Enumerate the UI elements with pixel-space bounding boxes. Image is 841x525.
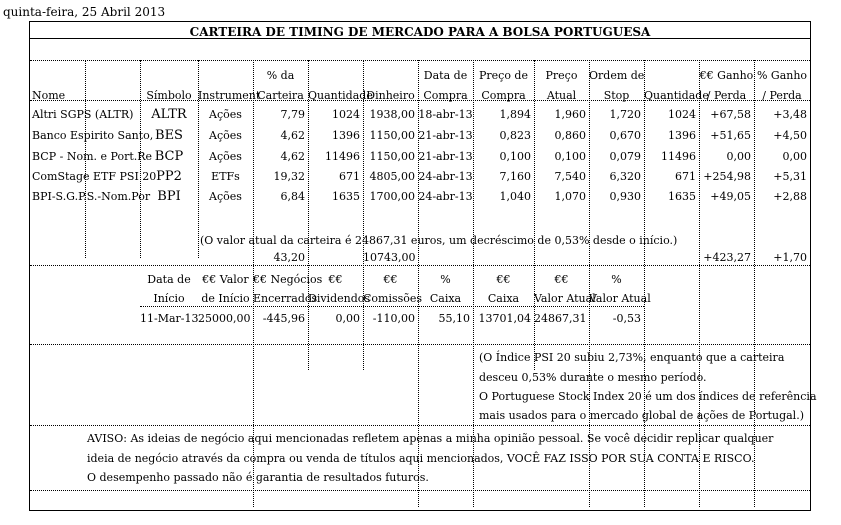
cell-quantidade-2: 11496 [661, 150, 696, 163]
cell-instrumento: Ações [209, 108, 242, 121]
cell-dinheiro: 1938,00 [369, 108, 415, 121]
header-ganho-pct-2: / Perda [762, 89, 802, 102]
summary-value-7: 13701,04 [478, 312, 531, 325]
cell-dinheiro: 4805,00 [369, 170, 415, 183]
cell-nome: BCP - Nom. e Port.Re [32, 150, 153, 163]
psi-note-line-3: O Portuguese Stock Index 20 é um dos índices de referência [479, 390, 817, 403]
cell-instrumento: Ações [209, 190, 242, 203]
summary-header-9-line-2: Valor Atual [589, 292, 651, 305]
cell-preco-atual: 0,100 [554, 150, 586, 163]
cell-preco-compra: 0,100 [499, 150, 531, 163]
cell-instrumento: Ações [209, 150, 242, 163]
summary-header-2-line-1: €€ Valor [202, 273, 249, 286]
header-instrumento: Instrument [198, 89, 261, 102]
row-divider [30, 60, 810, 61]
cell-preco-compra: 1,894 [499, 108, 531, 121]
summary-header-3-line-2: Encerrados [253, 292, 318, 305]
cell-ordem-stop: 1,720 [609, 108, 641, 121]
cell-ganho-pct: +5,31 [773, 170, 807, 183]
total-ganho-eur: +423,27 [703, 251, 751, 264]
cell-data-compra: 24-abr-13 [418, 170, 473, 183]
portfolio-value-note: (O valor atual da carteira é 24867,31 euros, um decréscimo de 0,53% desde o início.) [200, 234, 678, 247]
cell-ordem-stop: 6,320 [609, 170, 641, 183]
cell-ganho-eur: +51,65 [710, 129, 751, 142]
row-divider [30, 38, 810, 39]
cell-ganho-pct: 0,00 [782, 150, 807, 163]
header-preco-compra-1: Preço de [478, 69, 528, 82]
cell-instrumento: Ações [209, 129, 242, 142]
total-pct-carteira: 43,20 [273, 251, 305, 264]
summary-header-5-line-1: €€ [383, 273, 398, 286]
header-data-compra-2: Compra [423, 89, 468, 102]
cell-preco-compra: 7,160 [499, 170, 531, 183]
cell-quantidade: 1635 [332, 190, 360, 203]
cell-ordem-stop: 0,930 [609, 190, 641, 203]
row-divider [30, 265, 810, 266]
header-data-compra-1: Data de [423, 69, 468, 82]
summary-value-9: -0,53 [612, 312, 641, 325]
summary-value-6: 55,10 [438, 312, 470, 325]
cell-ganho-pct: +2,88 [773, 190, 807, 203]
cell-ganho-pct: +4,50 [773, 129, 807, 142]
cell-preco-atual: 7,540 [554, 170, 586, 183]
cell-data-compra: 21-abr-13 [418, 150, 473, 163]
psi-note-line-4: mais usados para o mercado global de ações de Portugal.) [479, 409, 804, 422]
cell-dinheiro: 1150,00 [369, 150, 415, 163]
cell-quantidade: 671 [339, 170, 360, 183]
cell-simbolo: PP2 [156, 169, 182, 184]
summary-value-4: 0,00 [335, 312, 360, 325]
summary-header-4-line-1: €€ [328, 273, 343, 286]
cell-nome: Banco Espirito Santo, [32, 129, 154, 142]
cell-dinheiro: 1700,00 [369, 190, 415, 203]
summary-header-7-line-1: €€ [496, 273, 511, 286]
cell-nome: Altri SGPS (ALTR) [32, 108, 134, 121]
cell-simbolo: BES [155, 128, 183, 143]
cell-quantidade-2: 1635 [668, 190, 696, 203]
summary-value-1: 11-Mar-13 [140, 312, 199, 325]
summary-header-7-line-2: Caixa [487, 292, 520, 305]
cell-data-compra: 18-abr-13 [418, 108, 473, 121]
header-preco-atual-1: Preço [545, 69, 578, 82]
cell-ganho-pct: +3,48 [773, 108, 807, 121]
cell-ganho-eur: +49,05 [710, 190, 751, 203]
summary-header-6-line-2: Caixa [429, 292, 462, 305]
total-dinheiro: 10743,00 [363, 251, 416, 264]
cell-data-compra: 21-abr-13 [418, 129, 473, 142]
sheet-title: CARTEIRA DE TIMING DE MERCADO PARA A BOLSA PORTUGUESA [189, 25, 651, 39]
cell-simbolo: ALTR [151, 107, 187, 122]
disclaimer-line-3: O desempenho passado não é garantia de resultados futuros. [87, 471, 429, 484]
header-nome: Nome [32, 89, 66, 102]
cell-pct-carteira: 6,84 [280, 190, 305, 203]
header-ganho-eur-1: €€ Ganho [699, 69, 754, 82]
psi-note-line-1: (O Índice PSI 20 subiu 2,73%, enquanto que a carteira [479, 351, 785, 364]
header-pct-carteira-2: Carteira [257, 89, 304, 102]
total-ganho-pct: +1,70 [773, 251, 807, 264]
header-pct-carteira-1: % da [266, 69, 295, 82]
header-quantidade-2: Quantidade [644, 89, 709, 102]
cell-ordem-stop: 0,670 [609, 129, 641, 142]
psi-note-line-2: desceu 0,53% durante o mesmo período. [479, 371, 707, 384]
row-divider [30, 344, 810, 345]
cell-preco-atual: 1,960 [554, 108, 586, 121]
header-ganho-pct-1: % Ganho [756, 69, 808, 82]
header-preco-atual-2: Atual [546, 89, 577, 102]
row-divider [30, 490, 810, 491]
summary-value-8: 24867,31 [534, 312, 587, 325]
summary-header-1-line-2: Início [153, 292, 185, 305]
cell-quantidade-2: 1396 [668, 129, 696, 142]
cell-ganho-eur: +67,58 [710, 108, 751, 121]
cell-quantidade-2: 671 [675, 170, 696, 183]
cell-simbolo: BPI [157, 189, 181, 204]
cell-dinheiro: 1150,00 [369, 129, 415, 142]
summary-value-5: -110,00 [372, 312, 415, 325]
summary-value-2: 25000,00 [198, 312, 251, 325]
header-ganho-eur-2: / Perda [706, 89, 747, 102]
header-dinheiro: Dinheiro [366, 89, 415, 102]
portfolio-sheet [29, 21, 817, 511]
header-ordem-stop-2: Stop [603, 89, 630, 102]
report-date: quinta-feira, 25 Abril 2013 [3, 5, 166, 19]
summary-header-8-line-2: Valor Atual [534, 292, 596, 305]
summary-header-4-line-2: Dividendos [308, 292, 371, 305]
cell-simbolo: BCP [154, 149, 184, 164]
cell-ordem-stop: 0,079 [609, 150, 641, 163]
cell-ganho-eur: 0,00 [726, 150, 751, 163]
header-simbolo: Símbolo [146, 89, 192, 102]
cell-preco-atual: 1,070 [554, 190, 586, 203]
cell-ganho-eur: +254,98 [703, 170, 751, 183]
disclaimer-line-1: AVISO: As ideias de negócio aqui mencionadas refletem apenas a minha opinião pessoal. Se você decidir replicar qualquer [87, 432, 774, 445]
summary-value-3: -445,96 [262, 312, 305, 325]
cell-pct-carteira: 4,62 [280, 150, 305, 163]
cell-pct-carteira: 19,32 [273, 170, 305, 183]
cell-preco-compra: 1,040 [499, 190, 531, 203]
summary-header-6-line-1: % [440, 273, 451, 286]
summary-header-3-line-1: €€ Negócios [253, 273, 323, 286]
cell-pct-carteira: 7,79 [280, 108, 305, 121]
cell-quantidade: 1024 [332, 108, 360, 121]
row-divider [30, 425, 810, 426]
summary-header-9-line-1: % [611, 273, 622, 286]
cell-quantidade-2: 1024 [668, 108, 696, 121]
summary-header-5-line-2: Comissões [363, 292, 423, 305]
cell-quantidade: 1396 [332, 129, 360, 142]
summary-header-8-line-1: €€ [554, 273, 569, 286]
cell-preco-compra: 0,823 [499, 129, 531, 142]
summary-header-2-line-2: de Início [201, 292, 250, 305]
cell-pct-carteira: 4,62 [280, 129, 305, 142]
cell-nome: ComStage ETF PSI 20 [32, 170, 157, 183]
cell-nome: BPI-S.G.P.S.-Nom.Por [32, 190, 151, 203]
header-quantidade: Quantidade [308, 89, 373, 102]
cell-data-compra: 24-abr-13 [418, 190, 473, 203]
row-divider [140, 306, 644, 307]
summary-header-1-line-1: Data de [147, 273, 191, 286]
cell-preco-atual: 0,860 [554, 129, 586, 142]
disclaimer-line-2: ideia de negócio através da compra ou venda de títulos aqui mencionados, VOCÊ FAZ ISSO POR SUA CONTA E RISCO. [87, 452, 755, 465]
header-preco-compra-2: Compra [481, 89, 526, 102]
header-ordem-stop-1: Ordem de [589, 69, 645, 82]
cell-instrumento: ETFs [211, 170, 240, 183]
cell-quantidade: 11496 [325, 150, 360, 163]
